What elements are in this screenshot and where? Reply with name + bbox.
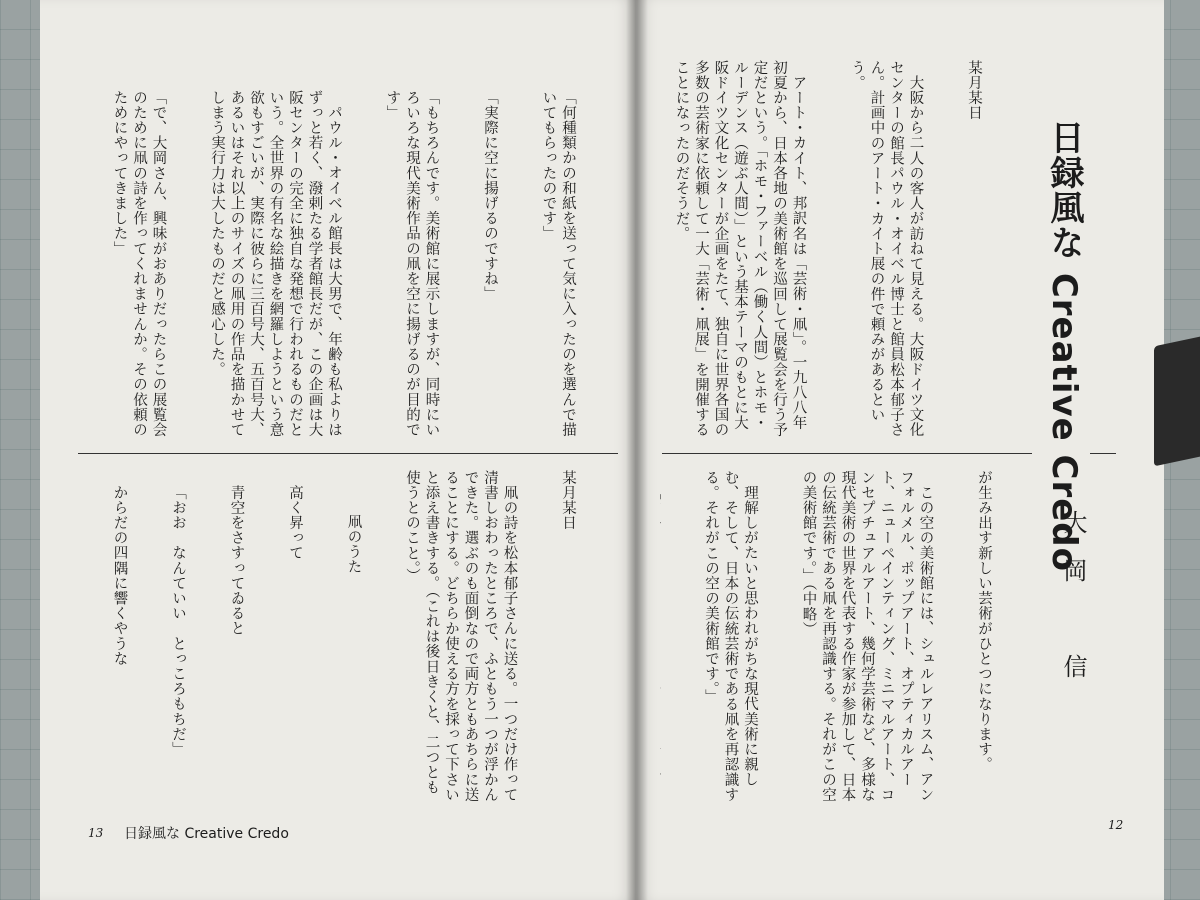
paragraph: 大阪から二人の客人が訪ねて見える。大阪ドイツ文化センターの館長パウル・オイベル博士と館員松本郁子さん。計画中のアート・カイト展の件で頼みがあるという。 <box>849 60 924 438</box>
paragraph: 理解しがたいと思われがちな現代美術に親しむ、そして、日本の伝統芸術である凧を再認識する。それがこの空の美術館です。」 <box>703 470 758 803</box>
paragraph: が生み出す新しい芸術がひとつになります。 <box>976 470 992 772</box>
paragraph: 「何種類かの和紙を送って気に入ったのを選んで描いてもらったのです」 <box>540 90 576 438</box>
running-head: 日録風な Creative Credo <box>124 826 289 842</box>
side-object <box>1154 334 1200 467</box>
poem-line: 「おお なんていい とっころもちだ」 <box>170 484 186 757</box>
paragraph: 凧の詩を松本郁子さんに送る。一つだけ作って清書しおわったところで、ふともう一つが浮かんできた。選ぶのも面倒なので両方ともあちらに送ることにする。どちらか使える方を採って下さいと添え書きする。（これは後日きくと、二つとも使うとのこと。） <box>404 470 518 803</box>
left-upper-column <box>86 90 616 440</box>
paragraph: 「もちろんです。美術館に展示しますが、同時にいろいろな現代美術作品の凧を空に揚げるのが目的です」 <box>384 90 440 438</box>
paragraph: 「で、大岡さん、興味がおありだったらこの展覧会のために凧の詩を作ってくれませんか。その依頼のためにやってきました」 <box>111 90 167 438</box>
right-divider <box>662 453 1032 454</box>
author-name: 大岡 信 <box>1059 510 1087 702</box>
poem-line: 青空をさすってゐると <box>228 484 245 636</box>
paragraph: 「実際に空に揚げるのですね」 <box>482 90 498 302</box>
left-divider <box>78 453 618 454</box>
page-number-left: 13 <box>88 826 104 840</box>
poem-title: 凧のうた <box>345 513 362 574</box>
paragraph: この空の美術館には、シュルレアリスム、アンフォルメル、ポップアート、オプティカルアート、ニューペインティング、ミニマルアート、コンセプチュアルアート、幾何学芸術など、多様な現代美術の世界を代表する作家が参加して、日本の伝統芸術である凧を再認識する。それがこの空の美術館です。」（中略） <box>800 470 934 803</box>
essay-title: 日録風な Creative Credo <box>1044 120 1084 573</box>
title-rule <box>1090 453 1116 454</box>
date-heading: 某月某日 <box>560 470 576 531</box>
left-lower-column <box>86 470 616 810</box>
paragraph: パウル・オイベル館長は大男で、年齢も私よりはずっと若く、潑剌たる学者館長だが、この企画は大阪センターの完全に独自な発想で行われるものだという。全世界の有名な絵描きを網羅しようという意欲もすごいが、実際に彼らに三百号大、五百号大、あるいはそれ以上のサイズの凧用の作品を描かせてしまう実行力は大したものだと感心した。 <box>209 90 342 438</box>
book-spine <box>626 0 648 900</box>
poem-line: 高く昇って <box>287 484 303 560</box>
paragraph: アート・カイト、邦訳名は「芸術・凧」。一九八八年初夏から、日本各地の美術館を巡回して展覧会を行う予定だという。「ホモ・ファーベル（働く人間）とホモ・ルーデンス（遊ぶ人間）」という基本テーマのもとに大阪ドイツ文化センターが企画をたて、独自に世界各国の多数の芸術家に依頼して一大「芸術・凧展」を開催することになったのだそうだ。 <box>673 60 807 438</box>
date-heading: 某月某日 <box>966 60 982 121</box>
right-upper-column <box>650 60 1022 440</box>
right-lower-column <box>660 470 1032 810</box>
paragraph <box>660 470 662 810</box>
poem-line: からだの四隅に響くやうな <box>111 484 128 666</box>
page-number-right: 12 <box>1108 818 1124 832</box>
